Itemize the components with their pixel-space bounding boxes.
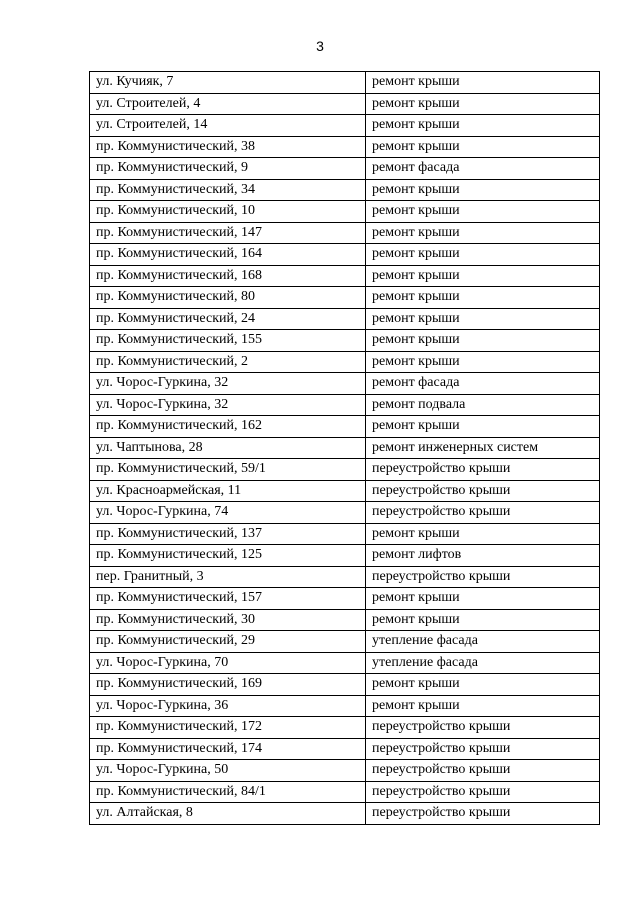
table-row: [90, 781, 600, 803]
work-type-cell: переустройство крыши: [366, 459, 600, 481]
work-type-cell: ремонт крыши: [366, 136, 600, 158]
work-type-cell: ремонт крыши: [366, 93, 600, 115]
table-row: [90, 330, 600, 352]
table-row: [90, 179, 600, 201]
address-cell: пр. Коммунистический, 59/1: [90, 459, 366, 481]
table-row: [90, 136, 600, 158]
table-row: [90, 265, 600, 287]
work-type-cell: ремонт крыши: [366, 72, 600, 94]
table-row: [90, 502, 600, 524]
address-cell: ул. Строителей, 4: [90, 93, 366, 115]
work-type-cell: утепление фасада: [366, 631, 600, 653]
address-cell: ул. Чорос-Гуркина, 36: [90, 695, 366, 717]
work-type-cell: переустройство крыши: [366, 738, 600, 760]
table-row: [90, 244, 600, 266]
address-cell: пр. Коммунистический, 29: [90, 631, 366, 653]
table-row: [90, 437, 600, 459]
address-cell: ул. Чорос-Гуркина, 70: [90, 652, 366, 674]
table-row: [90, 652, 600, 674]
table-row: [90, 523, 600, 545]
address-cell: пр. Коммунистический, 38: [90, 136, 366, 158]
table-row: [90, 803, 600, 825]
work-type-cell: ремонт крыши: [366, 330, 600, 352]
table-row: [90, 416, 600, 438]
address-cell: пр. Коммунистический, 9: [90, 158, 366, 180]
table-row: [90, 222, 600, 244]
address-cell: пр. Коммунистический, 30: [90, 609, 366, 631]
address-cell: пр. Коммунистический, 137: [90, 523, 366, 545]
work-type-cell: ремонт крыши: [366, 674, 600, 696]
address-cell: пр. Коммунистический, 80: [90, 287, 366, 309]
work-type-cell: ремонт подвала: [366, 394, 600, 416]
work-type-cell: переустройство крыши: [366, 566, 600, 588]
work-type-cell: утепление фасада: [366, 652, 600, 674]
work-type-cell: переустройство крыши: [366, 480, 600, 502]
address-cell: ул. Красноармейская, 11: [90, 480, 366, 502]
address-cell: пр. Коммунистический, 84/1: [90, 781, 366, 803]
address-cell: пр. Коммунистический, 24: [90, 308, 366, 330]
table-row: [90, 115, 600, 137]
address-cell: пр. Коммунистический, 2: [90, 351, 366, 373]
address-cell: пр. Коммунистический, 147: [90, 222, 366, 244]
table-row: [90, 717, 600, 739]
work-type-cell: ремонт крыши: [366, 416, 600, 438]
work-type-cell: переустройство крыши: [366, 760, 600, 782]
table-row: [90, 588, 600, 610]
table-row: [90, 201, 600, 223]
table-row: [90, 93, 600, 115]
table-row: [90, 738, 600, 760]
work-type-cell: переустройство крыши: [366, 717, 600, 739]
address-cell: пр. Коммунистический, 169: [90, 674, 366, 696]
table-row: [90, 287, 600, 309]
address-cell: ул. Чаптынова, 28: [90, 437, 366, 459]
work-type-cell: переустройство крыши: [366, 803, 600, 825]
table-row: [90, 351, 600, 373]
address-cell: ул. Алтайская, 8: [90, 803, 366, 825]
work-type-cell: ремонт крыши: [366, 351, 600, 373]
table-row: [90, 545, 600, 567]
address-cell: ул. Чорос-Гуркина, 32: [90, 373, 366, 395]
work-type-cell: ремонт лифтов: [366, 545, 600, 567]
work-type-cell: ремонт крыши: [366, 179, 600, 201]
address-cell: пр. Коммунистический, 155: [90, 330, 366, 352]
work-type-cell: ремонт крыши: [366, 308, 600, 330]
table-row: [90, 459, 600, 481]
table-row: [90, 566, 600, 588]
table-row: [90, 72, 600, 94]
work-type-cell: ремонт крыши: [366, 609, 600, 631]
work-type-cell: ремонт крыши: [366, 265, 600, 287]
table-row: [90, 394, 600, 416]
work-type-cell: ремонт крыши: [366, 588, 600, 610]
address-cell: пр. Коммунистический, 168: [90, 265, 366, 287]
address-cell: ул. Кучияк, 7: [90, 72, 366, 94]
work-type-cell: ремонт крыши: [366, 222, 600, 244]
address-cell: пр. Коммунистический, 162: [90, 416, 366, 438]
table-row: [90, 609, 600, 631]
table-row: [90, 373, 600, 395]
work-type-cell: ремонт крыши: [366, 201, 600, 223]
work-type-cell: переустройство крыши: [366, 502, 600, 524]
address-cell: пр. Коммунистический, 174: [90, 738, 366, 760]
table-row: [90, 308, 600, 330]
table-row: [90, 158, 600, 180]
address-cell: ул. Чорос-Гуркина, 74: [90, 502, 366, 524]
work-type-cell: ремонт крыши: [366, 115, 600, 137]
work-type-cell: ремонт инженерных систем: [366, 437, 600, 459]
address-cell: ул. Чорос-Гуркина, 50: [90, 760, 366, 782]
address-cell: пр. Коммунистический, 10: [90, 201, 366, 223]
work-type-cell: ремонт крыши: [366, 695, 600, 717]
work-type-cell: ремонт крыши: [366, 244, 600, 266]
works-table: [89, 71, 600, 825]
work-type-cell: ремонт фасада: [366, 158, 600, 180]
address-cell: пр. Коммунистический, 164: [90, 244, 366, 266]
table-row: [90, 674, 600, 696]
table-row: [90, 480, 600, 502]
address-cell: пр. Коммунистический, 157: [90, 588, 366, 610]
address-cell: пр. Коммунистический, 125: [90, 545, 366, 567]
page-number: 3: [316, 38, 324, 54]
works-table-body: [90, 72, 600, 825]
table-row: [90, 760, 600, 782]
address-cell: пер. Гранитный, 3: [90, 566, 366, 588]
address-cell: пр. Коммунистический, 34: [90, 179, 366, 201]
table-row: [90, 631, 600, 653]
work-type-cell: переустройство крыши: [366, 781, 600, 803]
address-cell: пр. Коммунистический, 172: [90, 717, 366, 739]
address-cell: ул. Чорос-Гуркина, 32: [90, 394, 366, 416]
work-type-cell: ремонт крыши: [366, 523, 600, 545]
work-type-cell: ремонт фасада: [366, 373, 600, 395]
work-type-cell: ремонт крыши: [366, 287, 600, 309]
address-cell: ул. Строителей, 14: [90, 115, 366, 137]
table-row: [90, 695, 600, 717]
